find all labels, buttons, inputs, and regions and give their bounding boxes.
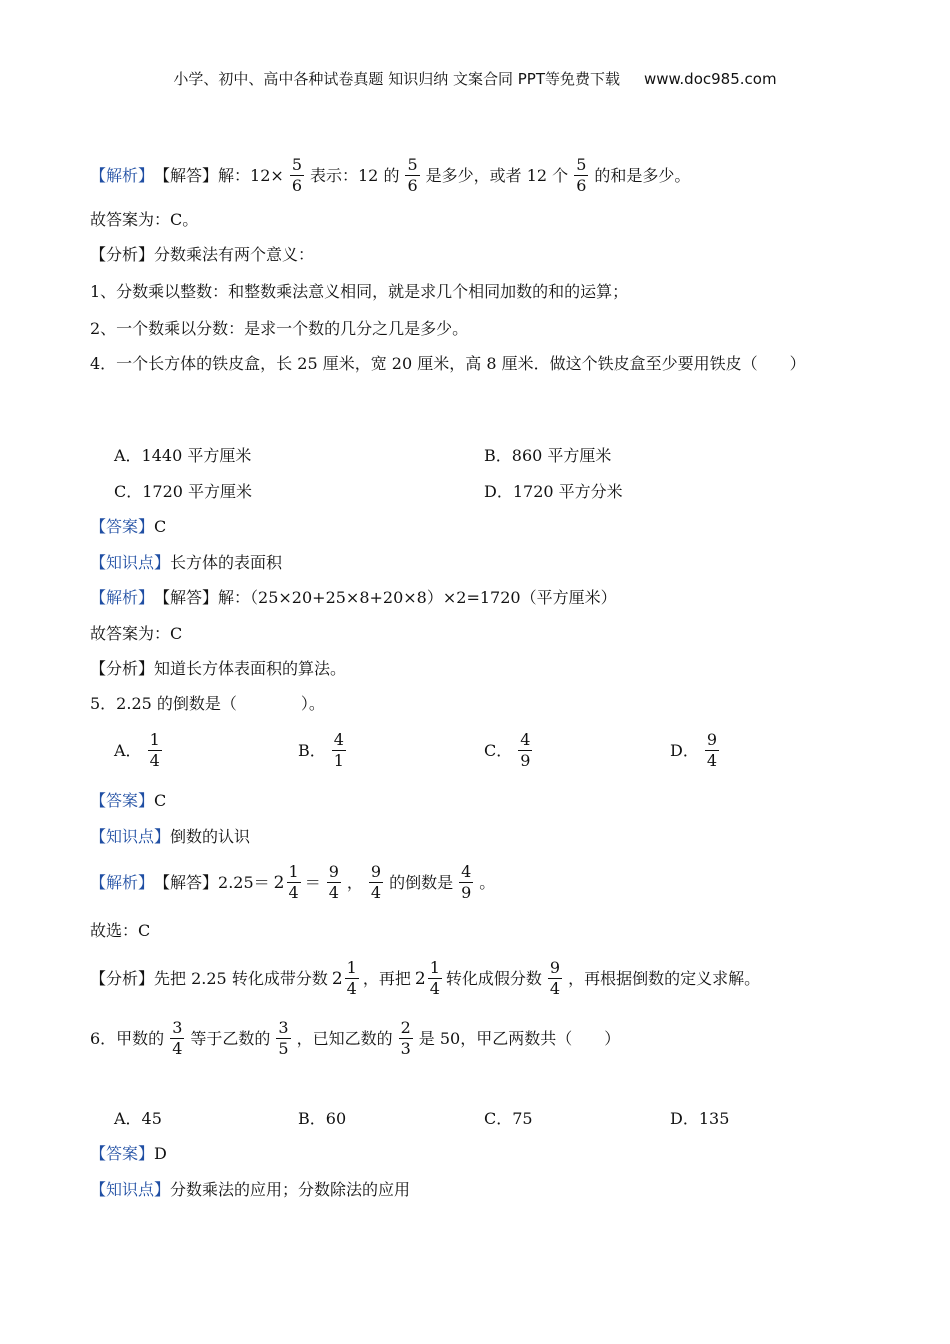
q5-option-d: D． $\frac{9}{4}$: [670, 730, 718, 770]
q4-option-d: D．1720 平方分米: [484, 482, 623, 501]
q4-conclusion: 故答案为：C: [90, 624, 183, 643]
q5-option-b: B． $\frac{4}{1}$: [298, 730, 344, 770]
q3-fenxi: 【分析】 分数乘法有两个意义：: [90, 245, 315, 264]
fraction: $\frac{5}{6}$: [576, 155, 587, 195]
header-text: 小学、初中、高中各种试卷真题 知识归纳 文案合同 PPT等免费下载: [173, 70, 620, 88]
header-site: www.doc985.com: [643, 70, 777, 88]
q4-answer: 【答案】 C: [90, 517, 167, 536]
q6-knowledge: 【知识点】 分数乘法的应用；分数除法的应用: [90, 1180, 411, 1199]
q3-jieda-text: 的和是多少。: [594, 165, 691, 185]
q5-option-a: A． $\frac{1}{4}$: [114, 730, 160, 770]
fraction: $\frac{5}{6}$: [291, 155, 302, 195]
page-header: [0, 68, 950, 89]
q5-option-c: C． $\frac{4}{9}$: [484, 730, 531, 770]
q6-option-b: B．60: [298, 1109, 347, 1128]
q4-fenxi: 【分析】 知道长方体表面积的算法。: [90, 659, 347, 678]
mixed-number: 2 $\frac{1}{4}$: [273, 862, 299, 902]
q3-point2: 2、一个数乘以分数：是求一个数的几分之几是多少。: [90, 319, 469, 338]
q4-option-b: B．860 平方厘米: [484, 446, 612, 465]
q3-point1: 1、分数乘以整数：和整数乘法意义相同，就是求几个相同加数的和的运算；: [90, 282, 629, 301]
fraction: $\frac{5}{6}$: [407, 155, 418, 195]
q5-stem: 5．2.25 的倒数是（ ）。: [90, 694, 325, 713]
q5-answer: 【答案】 C: [90, 791, 167, 810]
q5-jiexi: 【解析】 【解答】 2.25＝ 2 $\frac{1}{4}$ ＝ $\frac{9}{4}$ ， $\frac{9}{4}$ 的倒数是 $\frac{4}{9}$ 。: [90, 862, 496, 902]
q4-stem: 4．一个长方体的铁皮盒，长 25 厘米，宽 20 厘米，高 8 厘米．做这个铁皮盒至少要用铁皮（ ）: [90, 354, 806, 373]
q5-knowledge: 【知识点】 倒数的认识: [90, 827, 251, 846]
q6-option-d: D．135: [670, 1109, 730, 1128]
q6-stem: 6．甲数的 $\frac{3}{4}$ 等于乙数的 $\frac{3}{5}$ ，已知乙数的 $\frac{2}{3}$ 是 50，甲乙两数共（ ）: [90, 1018, 621, 1058]
q4-knowledge: 【知识点】 长方体的表面积: [90, 553, 283, 572]
q3-jieda-text: 是多少，或者 12 个: [425, 165, 569, 185]
q4-option-a: A．1440 平方厘米: [114, 446, 252, 465]
q3-jieda-text: 解：12×: [218, 165, 284, 185]
q4-jiexi: 【解析】 【解答】 解：（25×20+25×8+20×8）×2=1720（平方厘米）: [90, 588, 617, 607]
q3-jieda-text: 表示：12 的: [310, 165, 400, 185]
q6-answer: 【答案】 D: [90, 1144, 167, 1163]
tag-jieda: 【解答】: [154, 165, 219, 185]
q5-conclusion: 故选：C: [90, 921, 151, 940]
q3-conclusion: 故答案为：C。: [90, 210, 199, 229]
tag-jiexi: 【解析】: [90, 165, 155, 185]
q6-option-c: C．75: [484, 1109, 533, 1128]
q6-option-a: A．45: [114, 1109, 162, 1128]
q5-fenxi: 【分析】 先把 2.25 转化成带分数 2 $\frac{1}{4}$ ，再把 2 $\frac{1}{4}$ 转化成假分数 $\frac{9}{4}$ ，再根据倒数的定义求解。: [90, 958, 761, 998]
q3-jiexi-line: [90, 155, 690, 196]
q4-option-c: C．1720 平方厘米: [114, 482, 253, 501]
